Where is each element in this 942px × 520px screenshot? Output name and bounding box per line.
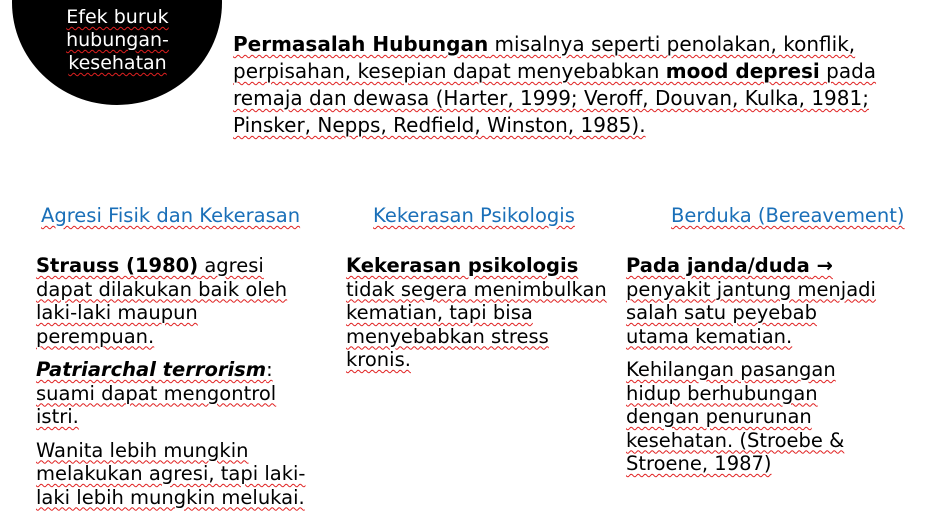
column-physical-aggression	[36, 254, 311, 519]
arrow-icon: →	[809, 254, 833, 277]
intro-bold-depression: mood depresi	[665, 59, 820, 83]
patriarchal-paragraph	[36, 358, 311, 429]
widow-text: penyakit jantung menjadi salah satu peyebab utama kematian.	[626, 277, 876, 348]
intro-bold-relationship: Permasalah Hubungan	[233, 32, 489, 56]
patriarchal-term: Patriarchal terrorism	[36, 358, 267, 381]
strauss-text: agresi dapat dilakukan baik oleh laki-laki maupun perempuan.	[36, 254, 288, 348]
women-aggression-paragraph: Wanita lebih mungkin melakukan agresi, tapi laki-laki lebih mungkin melukai.	[36, 438, 306, 509]
widow-paragraph	[626, 254, 886, 348]
strauss-paragraph	[36, 254, 311, 348]
column-bereavement	[626, 254, 886, 486]
intro-text-1: misalnya seperti penolakan, konflik, perpisahan, kesepian dapat menyebabkan	[233, 32, 856, 83]
spouse-loss-paragraph: Kehilangan pasangan hidup berhubungan dengan penurunan kesehatan. (Stroebe & Stroene, 1987)	[626, 358, 845, 475]
psychological-paragraph	[346, 254, 611, 372]
column-psychological-violence	[346, 254, 611, 382]
psychological-text: tidak segera menimbulkan kematian, tapi bisa menyebabkan stress kronis.	[346, 277, 607, 371]
widow-term: Pada janda/duda	[626, 254, 810, 277]
psychological-term: Kekerasan psikologis	[346, 254, 579, 277]
heading-bereavement: Berduka (Bereavement)	[671, 204, 905, 227]
patriarchal-text: : suami dapat mengontrol istri.	[36, 358, 277, 428]
heading-physical-aggression: Agresi Fisik dan Kekerasan	[41, 204, 301, 227]
slide-title: Efek buruk hubungan-kesehatan	[66, 6, 169, 74]
heading-psychological-violence: Kekerasan Psikologis	[373, 204, 575, 227]
intro-text-2: pada remaja dan dewasa (Harter, 1999; Veroff, Douvan, Kulka, 1981; Pinsker, Nepps, Redfield, Winston, 1985).	[233, 59, 877, 137]
strauss-citation: Strauss (1980)	[36, 254, 199, 277]
intro-paragraph	[233, 31, 923, 139]
